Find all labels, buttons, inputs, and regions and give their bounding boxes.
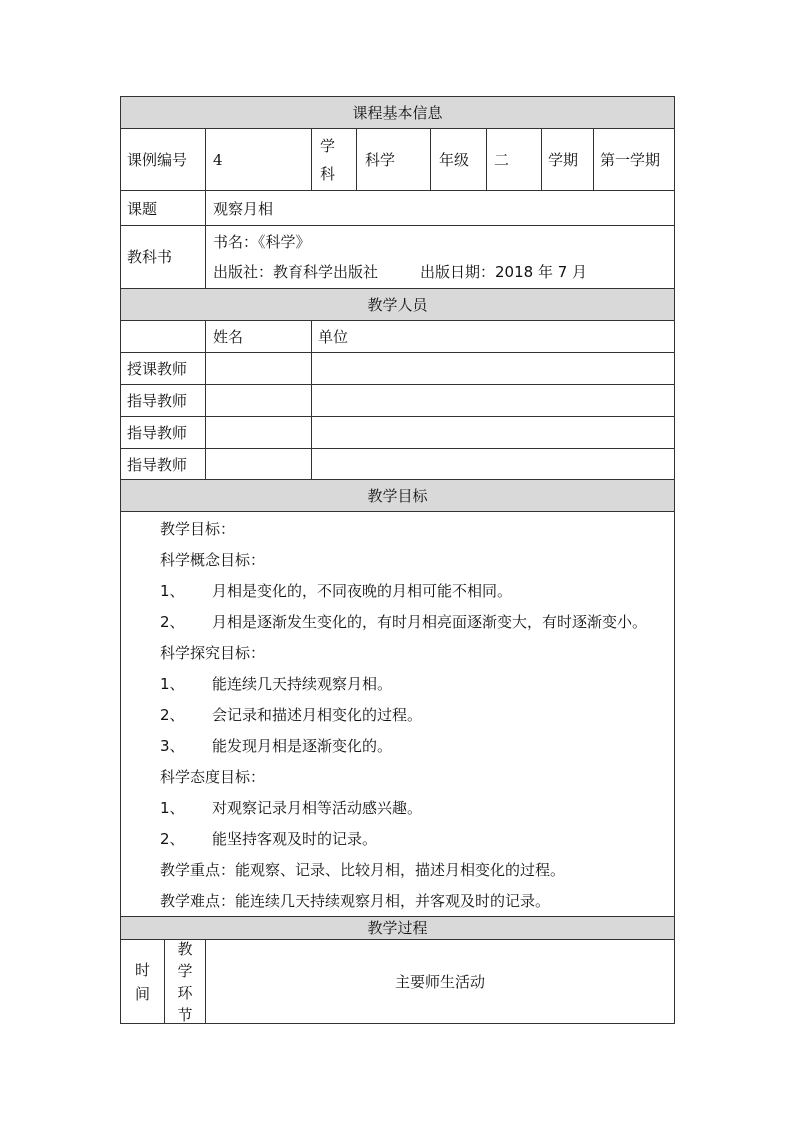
topic-label: 课题	[127, 200, 158, 218]
item-text: 对观察记录月相等活动感兴趣。	[212, 799, 423, 817]
stage-label-char: 教	[177, 940, 193, 958]
item-number: 2、	[160, 830, 185, 848]
textbook-name: 书名：《科学》	[213, 233, 311, 251]
item-text: 能连续几天持续观察月相。	[212, 675, 393, 693]
case-no-label: 课例编号	[127, 151, 188, 169]
staff-role-header-cell	[120, 320, 206, 353]
stage-label-char: 节	[177, 1006, 193, 1024]
item-number: 2、	[160, 613, 185, 631]
staff-row-unit-cell	[311, 384, 675, 417]
item-text: 能发现月相是逐渐变化的。	[212, 737, 393, 755]
stage-label-char: 学	[177, 962, 193, 980]
item-number: 2、	[160, 706, 185, 724]
topic-value: 观察月相	[213, 200, 274, 218]
item-number: 1、	[160, 799, 185, 817]
item-text: 月相是逐渐发生变化的，有时月相亮面逐渐变大，有时逐渐变小。	[212, 613, 648, 631]
textbook-label: 教科书	[127, 248, 173, 266]
item-text: 月相是变化的，不同夜晚的月相可能不相同。	[212, 582, 513, 600]
goals-header	[120, 479, 675, 512]
textbook-value-cell	[205, 225, 675, 289]
staff-row-role: 授课教师	[127, 360, 188, 378]
time-label-char: 时	[134, 961, 150, 979]
staff-title: 教学人员	[367, 296, 428, 314]
subject-value-cell	[356, 128, 431, 191]
term-value-cell	[593, 128, 675, 191]
time-label-char: 间	[134, 985, 150, 1003]
staff-row-unit-cell	[311, 352, 675, 385]
term-label-cell	[541, 128, 594, 191]
textbook-publisher: 出版社：教育科学出版社	[213, 263, 379, 281]
topic-value-cell	[205, 190, 675, 226]
inquiry-goal-item	[160, 737, 392, 755]
staff-row-unit-cell	[311, 448, 675, 480]
staff-row-role-cell	[120, 416, 206, 449]
staff-row-role: 指导教师	[127, 456, 188, 474]
staff-row-role: 指导教师	[127, 424, 188, 442]
inquiry-goals-title: 科学探究目标：	[160, 644, 266, 662]
inquiry-goal-item	[160, 675, 392, 693]
subject-value: 科学	[365, 151, 396, 169]
concept-goal-item	[160, 613, 647, 631]
attitude-goal-item	[160, 799, 422, 817]
goals-title: 教学目标	[367, 487, 428, 505]
staff-unit-header: 单位	[318, 328, 349, 346]
concept-goals-title: 科学概念目标：	[160, 551, 266, 569]
staff-row-role-cell	[120, 448, 206, 480]
grade-label-cell	[430, 128, 487, 191]
subject-label-cell	[311, 128, 357, 191]
key-point: 教学重点：能观察、记录、比较月相，描述月相变化的过程。	[160, 861, 566, 879]
stage-header-cell	[164, 939, 206, 1024]
case-no-value: 4	[213, 151, 223, 169]
staff-name-header: 姓名	[213, 328, 244, 346]
goals-intro: 教学目标：	[160, 520, 236, 538]
process-header	[120, 916, 675, 940]
textbook-label-cell	[120, 225, 206, 289]
case-no-label-cell	[120, 128, 206, 191]
stage-label-char: 环	[177, 984, 193, 1002]
item-number: 3、	[160, 737, 185, 755]
staff-row-name-cell	[205, 416, 312, 449]
item-text: 会记录和描述月相变化的过程。	[212, 706, 423, 724]
staff-header	[120, 288, 675, 321]
staff-row-role-cell	[120, 384, 206, 417]
activity-header: 主要师生活动	[394, 973, 485, 991]
subject-label-bottom: 科	[320, 165, 336, 183]
time-header	[121, 958, 164, 1006]
staff-row-name-cell	[205, 352, 312, 385]
grade-value: 二	[494, 151, 510, 169]
grade-value-cell	[486, 128, 542, 191]
staff-row-role-cell	[120, 352, 206, 385]
goals-content	[120, 511, 675, 917]
staff-row-name-cell	[205, 384, 312, 417]
term-value: 第一学期	[600, 151, 661, 169]
stage-header	[165, 938, 205, 1026]
topic-label-cell	[120, 190, 206, 226]
activity-header-cell	[205, 939, 675, 1024]
staff-unit-header-cell	[311, 320, 675, 353]
textbook-pub-date: 出版日期：2018 年 7 月	[420, 263, 588, 281]
staff-name-header-cell	[205, 320, 312, 353]
staff-row-role: 指导教师	[127, 392, 188, 410]
concept-goal-item	[160, 582, 512, 600]
item-text: 能坚持客观及时的记录。	[212, 830, 378, 848]
inquiry-goal-item	[160, 706, 422, 724]
case-no-value-cell	[205, 128, 312, 191]
staff-row-name-cell	[205, 448, 312, 480]
item-number: 1、	[160, 675, 185, 693]
attitude-goals-title: 科学态度目标：	[160, 768, 266, 786]
attitude-goal-item	[160, 830, 377, 848]
process-title: 教学过程	[367, 919, 428, 937]
time-header-cell	[120, 939, 165, 1024]
basic-info-header	[120, 96, 675, 129]
staff-row-unit-cell	[311, 416, 675, 449]
difficulty: 教学难点：能连续几天持续观察月相，并客观及时的记录。	[160, 892, 551, 910]
subject-label-top: 学	[320, 137, 336, 155]
term-label: 学期	[548, 151, 579, 169]
item-number: 1、	[160, 582, 185, 600]
basic-info-title: 课程基本信息	[352, 104, 443, 122]
grade-label: 年级	[439, 151, 470, 169]
